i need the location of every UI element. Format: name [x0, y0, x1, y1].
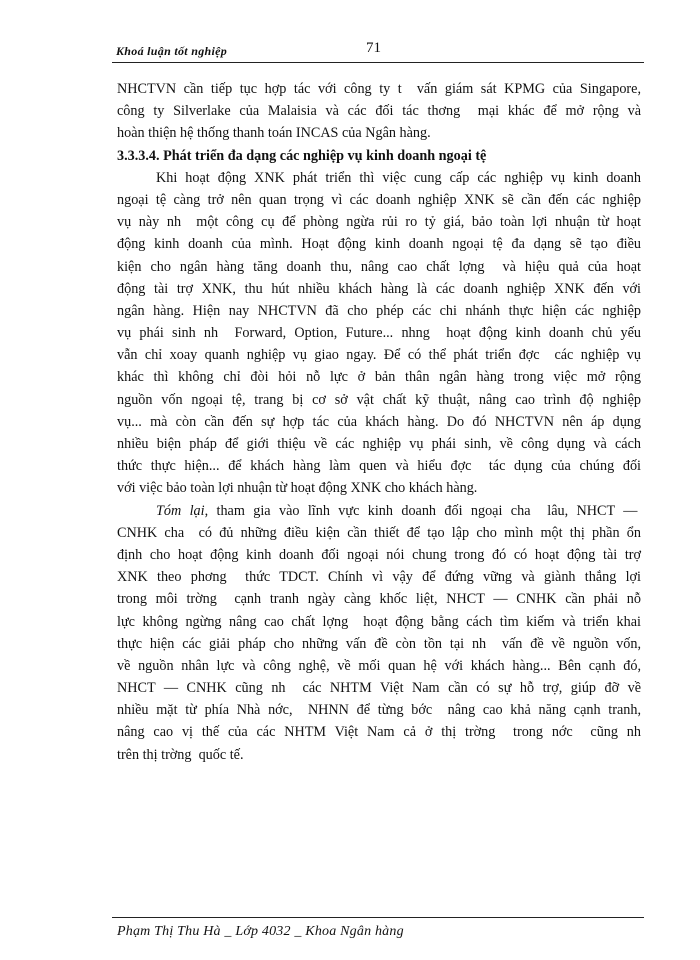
- text-line: khác thì không chỉ đòi hỏi nỗ lực ở bản thân ngân hàng trong việc mở rộng: [117, 369, 641, 386]
- text-line: nhiều biện pháp để giới thiệu về các nghiệp vụ phái sinh, về công dụng và cách: [117, 436, 641, 452]
- running-footer: Phạm Thị Thu Hà _ Lớp 4032 _ Khoa Ngân hàng: [117, 924, 404, 939]
- document-body: [117, 78, 641, 766]
- text-line: CNHK cha có đủ những điều kiện cần thiết để tạo lập cho mình một thị phần ổn: [117, 524, 641, 541]
- text-line: trong môi trờng cạnh tranh ngày càng khốc liệt, NHCT — CNHK cần phải nỗ: [117, 591, 641, 608]
- text-line: về nguồn nhân lực và công nghệ, về mối quan hệ với khách hàng... Bên cạnh đó,: [117, 657, 641, 674]
- text-line: NHCTVN cần tiếp tục hợp tác với công ty t vấn giám sát KPMG của Singapore,: [117, 81, 641, 97]
- running-header-title: Khoá luận tốt nghiệp: [116, 44, 228, 58]
- text-line: kiện cho ngân hàng tăng doanh thu, nâng cao chất lợng và hiệu quả của hoạt: [117, 258, 641, 275]
- text-line: động kinh doanh của mình. Hoạt động kinh doanh ngoại tệ đa dạng sẽ tạo điều: [117, 236, 641, 253]
- text-line: NHCT — CNHK cũng nh các NHTM Việt Nam cần có sự hỗ trợ, giúp đỡ về: [117, 680, 641, 697]
- text-line: công ty Silverlake của Malaisia và các đối tác thơng mại khác để mở rộng và: [117, 103, 641, 120]
- text-line: thực hiện các giải pháp cho những vấn đề còn tồn tại nh vấn đề về nguồn vốn,: [117, 635, 641, 652]
- text-line: ngoại tệ càng trở nên quan trọng vì các doanh nghiệp XNK sẽ cần đến các nghiệp: [117, 191, 641, 208]
- page-number: 71: [366, 40, 381, 56]
- text-line: định cho hoạt động kinh doanh đối ngoại nói chung trong đó có hoạt động tài trợ: [117, 546, 641, 563]
- emphasis-tom-lai: Tóm lại: [156, 502, 205, 519]
- text-line: vẫn chỉ xoay quanh nghiệp vụ giao ngay. Để có thể phát triển đợc các nghiệp vụ: [117, 347, 641, 364]
- footer-rule: [112, 917, 644, 918]
- text-line: hoàn thiện hệ thống thanh toán INCAS của Ngân hàng.: [117, 125, 431, 142]
- text-line: XNK theo phơng thức TDCT. Chính vì vậy để đứng vững và giành thắng lợi: [117, 569, 641, 586]
- header-rule: [112, 62, 644, 63]
- text-line: động tài trợ XNK, thu hút nhiều khách hàng là các doanh nghiệp XNK đến với: [117, 280, 641, 297]
- text-line: trên thị trờng quốc tế.: [117, 746, 244, 763]
- text-line: vụ này nh một công cụ để phòng ngừa rủi ro tỷ giá, bảo toàn lợi nhuận từ hoạt: [117, 214, 641, 231]
- text-line: ngân hàng. Hiện nay NHCTVN đã cho phép các chi nhánh thực hiện các nghiệp: [117, 302, 641, 319]
- text-line: thức thực hiện... để khách hàng làm quen và hiểu đợc tác dụng của chúng đối: [117, 458, 641, 475]
- text-line: nâng cao vị thế của các NHTM Việt Nam cả ở thị trờng trong nớc cũng nh: [117, 724, 641, 741]
- text-line: vụ phái sinh nh Forward, Option, Future... nhng hoạt động kinh doanh chủ yếu: [117, 325, 641, 342]
- text-line: với việc bảo toàn lợi nhuận từ hoạt động XNK cho khách hàng.: [117, 480, 478, 497]
- section-heading: 3.3.3.4. Phát triển đa dạng các nghiệp vụ kinh doanh ngoại tệ: [117, 147, 487, 164]
- text-line: nhiều mặt từ phía Nhà nớc, NHNN để từng bớc nâng cao khả năng cạnh tranh,: [117, 702, 641, 719]
- text-line: Khi hoạt động XNK phát triển thì việc cung cấp các nghiệp vụ kinh doanh: [156, 169, 641, 186]
- text-line: nguồn vốn ngoại tệ, trang bị cơ sở vật chất kỹ thuật, nâng cao trình độ nghiệp: [117, 391, 641, 408]
- text-line: [117, 500, 641, 522]
- text-line: lực không ngừng nâng cao chất lợng hoạt động bằng cách tìm kiếm và triển khai: [117, 613, 641, 630]
- text-line: vụ... mà còn cần đến sự hợp tác của khách hàng. Do đó NHCTVN nên áp dụng: [117, 413, 641, 430]
- text-line-rest: , tham gia vào lĩnh vực kinh doanh đối ngoại cha lâu, NHCT —: [204, 502, 641, 519]
